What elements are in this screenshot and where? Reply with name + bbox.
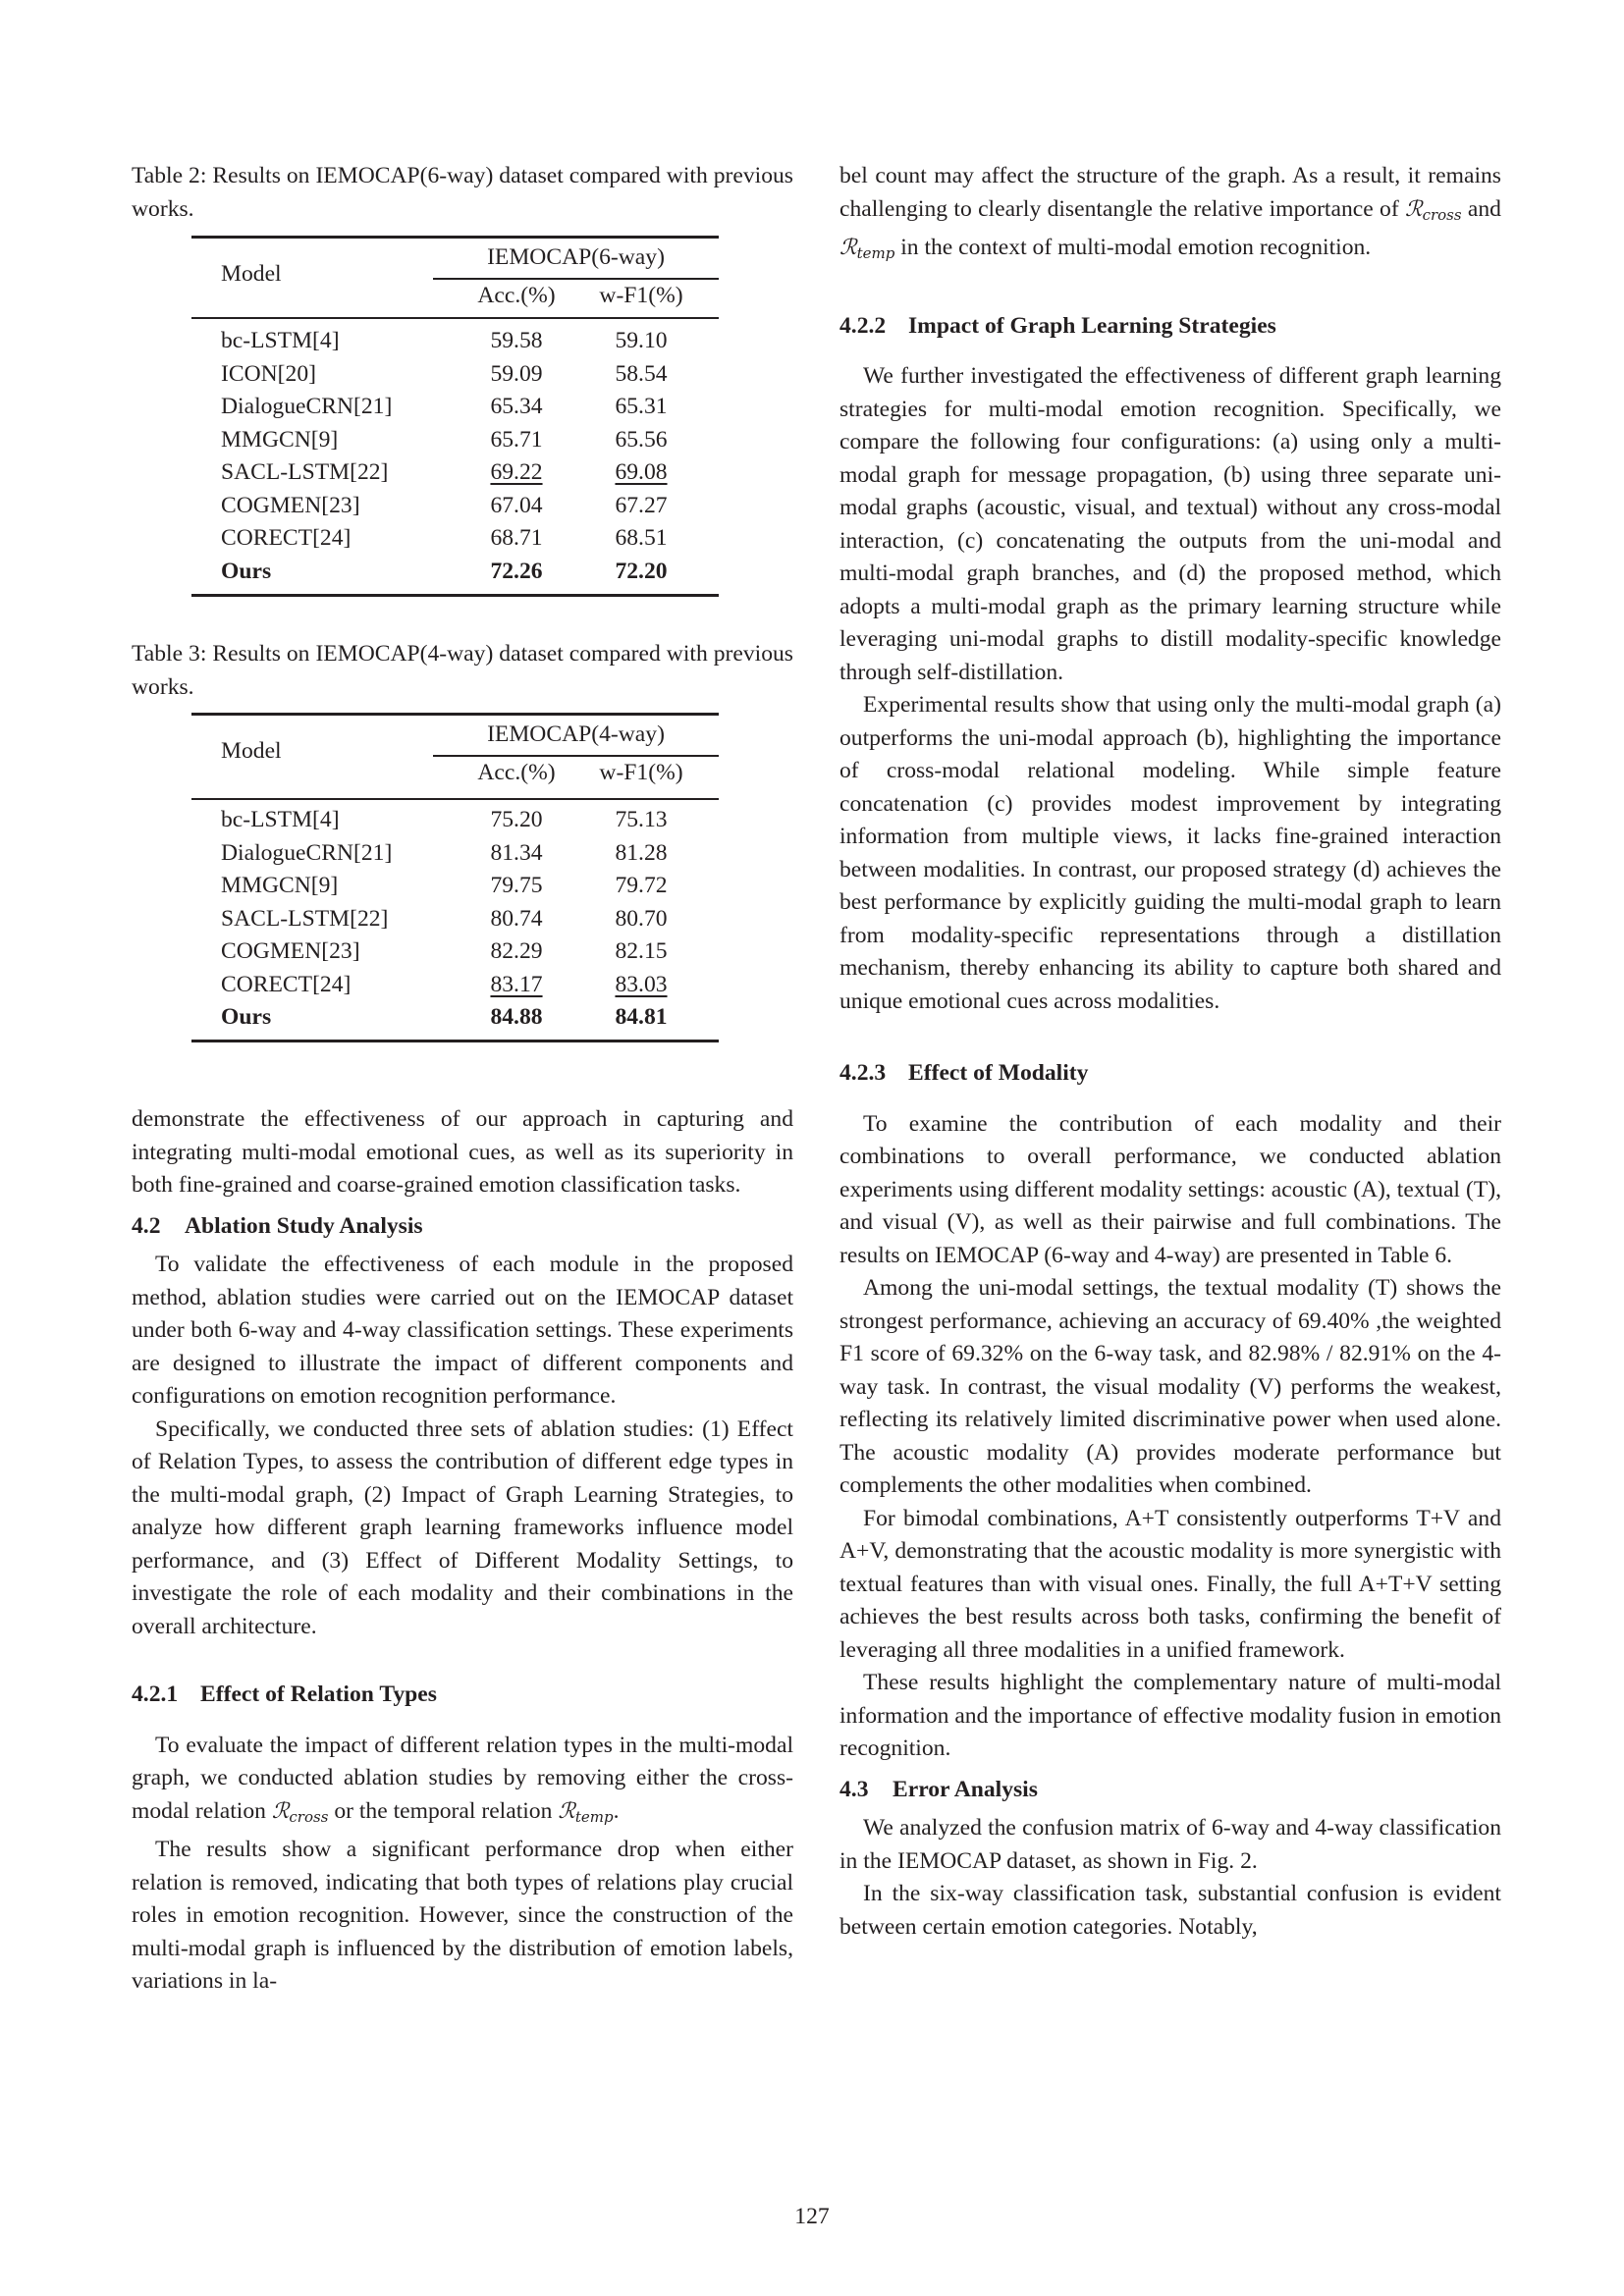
row-acc: 67.04: [490, 492, 543, 518]
header-model: Model: [221, 738, 282, 764]
row-acc: 81.34: [490, 839, 543, 866]
section-title: Impact of Graph Learning Strategies: [908, 312, 1276, 339]
section-number: 4.3: [839, 1776, 869, 1802]
row-acc: 65.71: [490, 426, 543, 453]
second-best-value: 83.03: [615, 971, 668, 997]
text-run: and: [1467, 195, 1501, 222]
script-r: ℛ: [839, 236, 857, 260]
paragraph: demonstrate the effectiveness of our approach in capturing and integrating multi-modal emotional cues, as well as its superiority in both fine-grained and coarse-grained emotion classification tasks.: [132, 1106, 793, 1198]
r-temp-symbol: [558, 1799, 613, 1824]
paragraph: These results highlight the complementary nature of multi-modal information and the importance of effective modality fusion in emotion recognition.: [839, 1670, 1501, 1761]
row-wf1: [582, 969, 700, 1002]
best-value: 72.26: [490, 558, 543, 584]
r-cross-symbol: [272, 1799, 329, 1824]
subscript: temp: [856, 244, 895, 262]
row-model: Ours: [221, 1004, 272, 1030]
row-model: bc-LSTM[4]: [221, 807, 340, 832]
paragraph: To validate the effectiveness of each module in the proposed method, ablation studies were carried out on the IEMOCAP dataset under both 6-way and 4-way classification settings. These experiments are designed to illustrate the impact of different components and configurations on emotion recognition performance.: [132, 1252, 793, 1409]
row-model: Ours: [221, 558, 272, 584]
second-best-value: 83.17: [490, 971, 543, 997]
row-model: DialogueCRN[21]: [221, 394, 393, 419]
section-number: 4.2.2: [839, 312, 887, 339]
header-wf1: w-F1(%): [599, 760, 683, 785]
right-body: [839, 160, 1501, 1944]
row-model: DialogueCRN[21]: [221, 839, 393, 866]
section-title: Effect of Relation Types: [200, 1682, 437, 1707]
paragraph: [132, 1730, 793, 1835]
row-acc: 59.58: [490, 328, 543, 353]
section-title: Ablation Study Analysis: [185, 1212, 423, 1239]
section-number: 4.2: [132, 1212, 161, 1239]
row-model: SACL-LSTM[22]: [221, 459, 389, 485]
best-value: 84.81: [615, 1004, 668, 1030]
row-wf1: 75.13: [615, 807, 668, 832]
subscript: temp: [574, 1807, 614, 1826]
row-wf1: 68.51: [615, 525, 668, 551]
table-2: [191, 236, 719, 599]
text-run: .: [613, 1797, 620, 1824]
text-run: To evaluate the impact of different relation types in the multi-modal graph, we conducted ablation studies by removing either the cross-modal relation: [132, 1732, 793, 1824]
text-run: bel count may affect the structure of the graph. As a result, it remains challenging to clearly disentangle the relative importance of: [839, 163, 1501, 222]
header-group: IEMOCAP(6-way): [487, 244, 665, 270]
row-wf1: 79.72: [615, 873, 668, 898]
second-best-value: 69.08: [615, 459, 668, 485]
row-wf1: 65.56: [615, 426, 668, 453]
row-acc: [462, 456, 570, 490]
paragraph: For bimodal combinations, A+T consistently outperforms T+V and A+V, demonstrating that the acoustic modality is more synergistic with textual features than with visual ones. Finally, the full A+T+V setting achieves the best results across both tasks, confirming the benefit of leveraging all three modalities in a unified framework.: [839, 1505, 1501, 1663]
table-mid-rule: [191, 798, 719, 800]
row-acc: 68.71: [490, 525, 543, 551]
paragraph: Experimental results show that using only the multi-modal graph (a) outperforms the uni-modal approach (b), highlighting the importance of cross-modal relational modeling. While simple feature concatenation (c) provides modest improvement by integrating information from multiple views, it lacks fine-grained interaction between modalities. In contrast, our proposed strategy (d) achieves the best performance by explicitly guiding the multi-modal graph to learn from modality-specific representations through a distillation mechanism, thereby enhancing its ability to capture both shared and unique emotional cues across modalities.: [839, 692, 1501, 1014]
subscript: cross: [289, 1807, 329, 1826]
row-model: ICON[20]: [221, 360, 316, 387]
r-cross-symbol: [1405, 197, 1462, 222]
row-model: MMGCN[9]: [221, 426, 339, 453]
row-model: COGMEN[23]: [221, 938, 360, 964]
row-model: COGMEN[23]: [221, 492, 360, 518]
script-r: ℛ: [1405, 196, 1423, 222]
row-wf1: 65.31: [615, 394, 668, 419]
table-top-rule: [191, 236, 719, 239]
paragraph: Among the uni-modal settings, the textual modality (T) shows the strongest performance, achieving an accuracy of 69.40% ,the weighted F1 score of 69.32% on the 6-way task, and 82.98% / 82.91% on the 4-way task. In contrast, the visual modality (V) performs the weakest, reflecting its relatively limited discriminative power when used alone. The acoustic modality (A) provides moderate performance but complements the other modalities when combined.: [839, 1275, 1501, 1498]
row-model: CORECT[24]: [221, 971, 352, 997]
table-3: [191, 713, 719, 1046]
section-heading-4-3: [839, 1774, 1501, 1807]
table-bottom-rule: [191, 1040, 719, 1042]
header-acc: Acc.(%): [477, 283, 556, 308]
script-r: ℛ: [271, 1798, 290, 1824]
section-heading-4-2: [132, 1210, 793, 1244]
section-heading-4-2-2: [839, 310, 1501, 344]
row-wf1: 58.54: [615, 360, 668, 387]
row-wf1: [582, 456, 700, 490]
row-wf1: 80.70: [615, 905, 668, 932]
paragraph: We analyzed the confusion matrix of 6-way and 4-way classification in the IEMOCAP dataset, as shown in Fig. 2.: [839, 1815, 1501, 1874]
left-body: [132, 1103, 793, 1999]
row-wf1: 82.15: [615, 938, 668, 964]
section-heading-4-2-3: [839, 1057, 1501, 1091]
table-2-caption-block: [132, 160, 793, 226]
paragraph: The results show a significant performance drop when either relation is removed, indicating that both types of relations play crucial roles in emotion recognition. However, since the construction of the multi-modal graph is influenced by the distribution of emotion labels, variations in la-: [132, 1837, 793, 1994]
best-value: 72.20: [615, 558, 668, 584]
table-mid-rule: [191, 317, 719, 319]
section-title: Effect of Modality: [908, 1060, 1089, 1086]
table-2-caption: Table 2: Results on IEMOCAP(6-way) dataset compared with previous works.: [132, 163, 793, 222]
table-top-rule: [191, 713, 719, 716]
paragraph: In the six-way classification task, substantial confusion is evident between certain emotion categories. Notably,: [839, 1881, 1501, 1940]
row-acc: 80.74: [490, 905, 543, 932]
script-r: ℛ: [558, 1798, 575, 1824]
paragraph: Specifically, we conducted three sets of ablation studies: (1) Effect of Relation Types, to assess the contribution of different edge types in the multi-modal graph, (2) Impact of Graph Learning Strategies, to analyze how different graph learning frameworks influence model performance, and (3) Effect of Different Modality Settings, to investigate the role of each modality and their combinations in the overall architecture.: [132, 1415, 793, 1639]
row-acc: 65.34: [490, 394, 543, 419]
row-model: SACL-LSTM[22]: [221, 905, 389, 932]
table-bottom-rule: [191, 594, 719, 597]
header-wf1: w-F1(%): [599, 283, 683, 308]
page-number: 127: [794, 2204, 830, 2229]
section-title: Error Analysis: [893, 1776, 1038, 1802]
table-3-caption: Table 3: Results on IEMOCAP(4-way) dataset compared with previous works.: [132, 641, 793, 700]
header-acc: Acc.(%): [477, 760, 556, 785]
header-model: Model: [221, 261, 282, 287]
table-3-caption-block: [132, 638, 793, 704]
section-heading-4-2-1: [132, 1679, 793, 1712]
row-acc: [462, 969, 570, 1002]
row-wf1: 59.10: [615, 328, 668, 353]
row-model: MMGCN[9]: [221, 873, 339, 898]
section-number: 4.2.3: [839, 1060, 887, 1086]
paragraph: We further investigated the effectiveness of different graph learning strategies for multi-modal emotion recognition. Specifically, we compare the following four configurations: (a) using only a multi-modal graph for message propagation, (b) using three separate uni-modal graphs (acoustic, visual, and textual) without any cross-modal interaction, (c) concatenating the outputs from the uni-modal and multi-modal graph branches, and (d) the proposed method, which adopts a multi-modal graph as the primary learning structure while leveraging uni-modal graphs to distill modality-specific knowledge through self-distillation.: [839, 363, 1501, 685]
section-number: 4.2.1: [132, 1682, 179, 1707]
row-model: bc-LSTM[4]: [221, 328, 340, 353]
row-acc: 82.29: [490, 938, 543, 964]
row-acc: 79.75: [490, 873, 543, 898]
best-value: 84.88: [490, 1004, 543, 1030]
header-group: IEMOCAP(4-way): [487, 721, 665, 747]
paragraph: [839, 160, 1501, 271]
r-temp-symbol: [839, 236, 894, 260]
second-best-value: 69.22: [490, 459, 543, 485]
row-wf1: 81.28: [615, 839, 668, 866]
row-model: CORECT[24]: [221, 525, 352, 551]
text-run: or the temporal relation: [334, 1797, 553, 1824]
text-run: in the context of multi-modal emotion recognition.: [900, 235, 1372, 260]
row-acc: 75.20: [490, 807, 543, 832]
row-wf1: 67.27: [615, 492, 668, 518]
row-acc: 59.09: [490, 360, 543, 387]
paragraph: To examine the contribution of each modality and their combinations to overall performance, we conducted ablation experiments using different modality settings: acoustic (A), textual (T), and visual (V), as well as their pairwise and full combinations. The results on IEMOCAP (6-way and 4-way) are presented in Table 6.: [839, 1110, 1501, 1268]
subscript: cross: [1422, 205, 1462, 224]
